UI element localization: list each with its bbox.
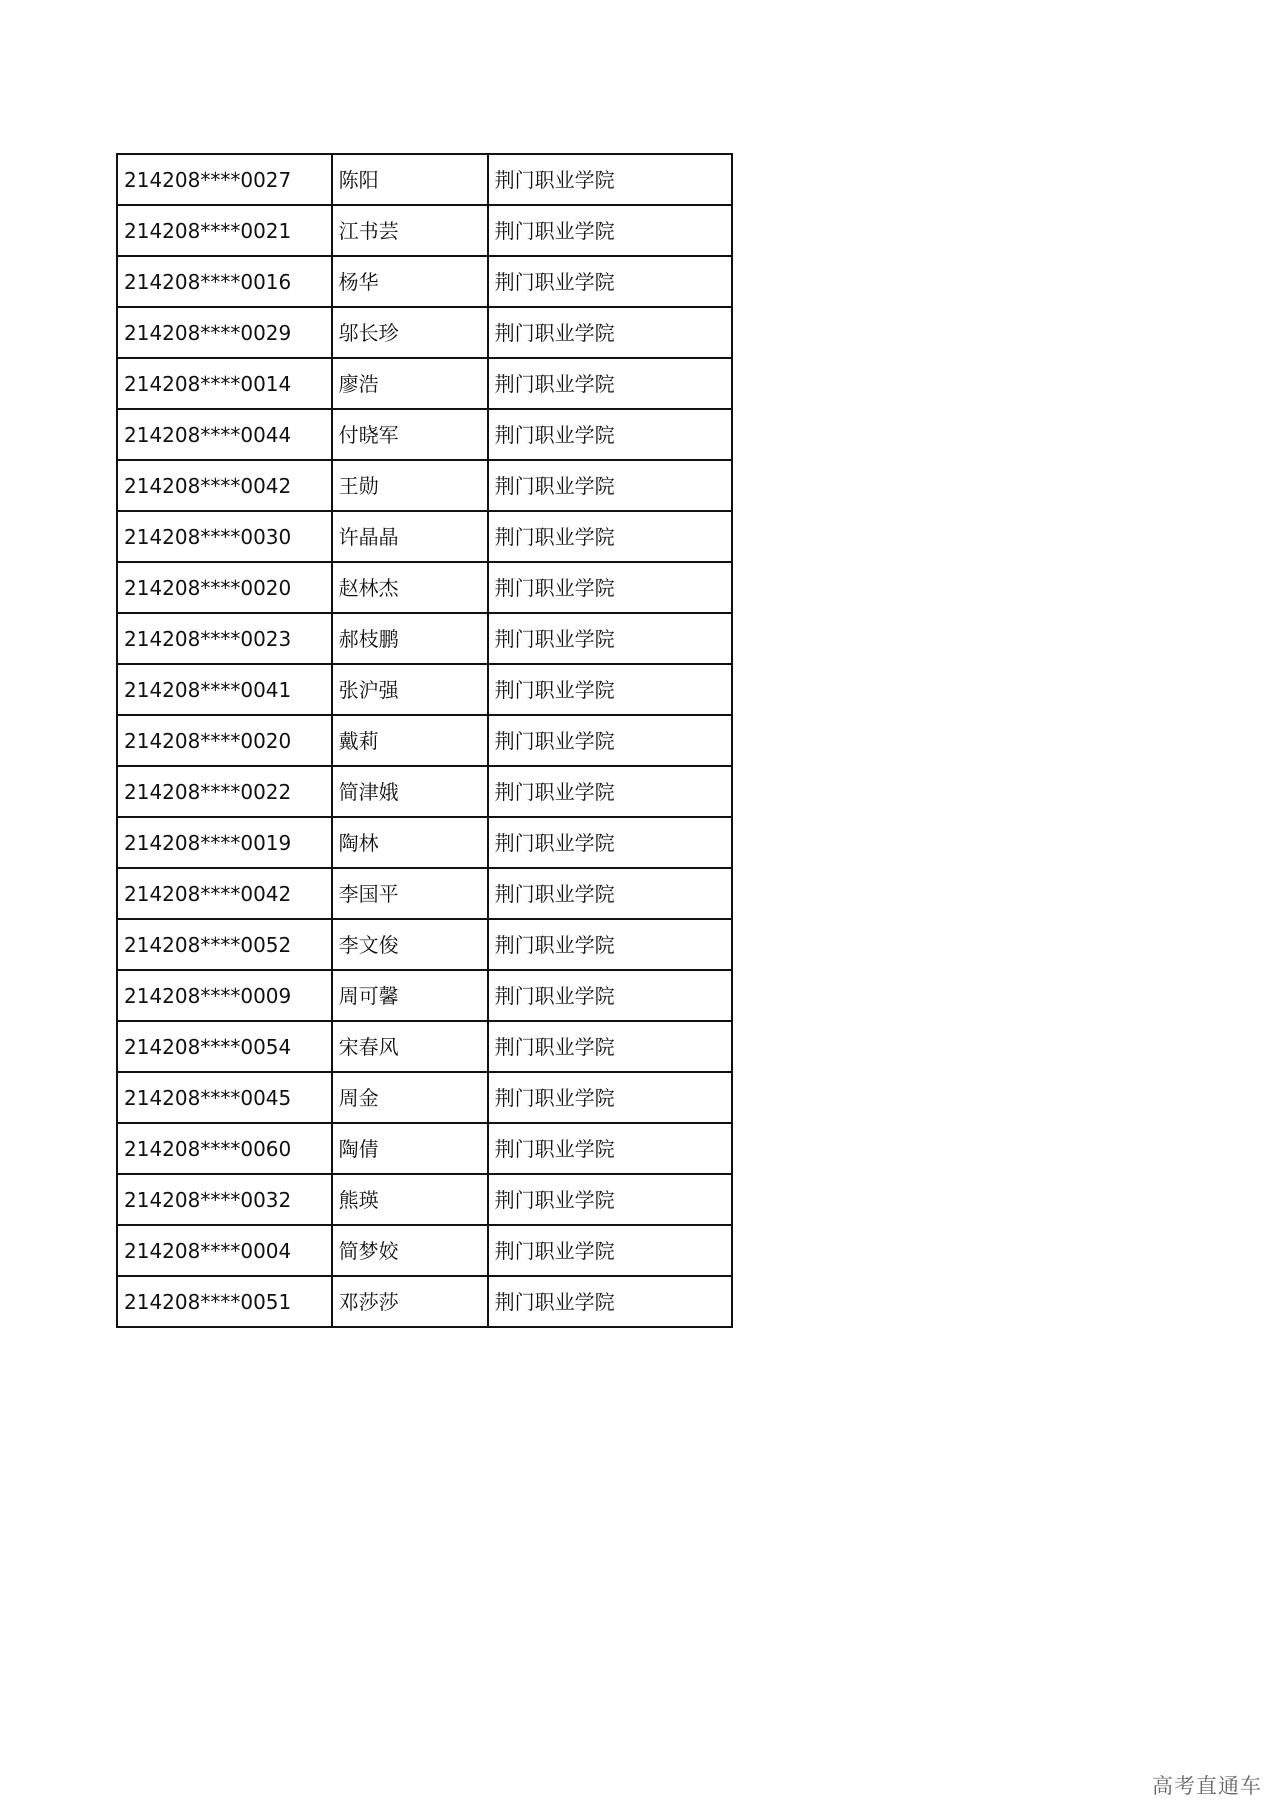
table-row — [117, 715, 732, 766]
id-cell: 214208****0029 — [117, 307, 332, 358]
id-cell: 214208****0019 — [117, 817, 332, 868]
school-cell: 荆门职业学院 — [488, 205, 732, 256]
school-cell: 荆门职业学院 — [488, 1276, 732, 1327]
name-cell: 廖浩 — [332, 358, 488, 409]
school-cell: 荆门职业学院 — [488, 256, 732, 307]
school-cell: 荆门职业学院 — [488, 715, 732, 766]
school-cell: 荆门职业学院 — [488, 1021, 732, 1072]
school-cell: 荆门职业学院 — [488, 307, 732, 358]
name-cell: 周可馨 — [332, 970, 488, 1021]
id-cell: 214208****0032 — [117, 1174, 332, 1225]
watermark-text: 高考直通车 — [1152, 1774, 1262, 1798]
table-row — [117, 766, 732, 817]
school-cell: 荆门职业学院 — [488, 919, 732, 970]
school-cell: 荆门职业学院 — [488, 613, 732, 664]
name-cell: 熊瑛 — [332, 1174, 488, 1225]
table-row — [117, 562, 732, 613]
name-cell: 邓莎莎 — [332, 1276, 488, 1327]
table-row — [117, 358, 732, 409]
table-row — [117, 919, 732, 970]
table-row — [117, 1123, 732, 1174]
name-cell: 李国平 — [332, 868, 488, 919]
school-cell: 荆门职业学院 — [488, 1174, 732, 1225]
school-cell: 荆门职业学院 — [488, 154, 732, 205]
id-cell: 214208****0041 — [117, 664, 332, 715]
id-cell: 214208****0027 — [117, 154, 332, 205]
school-cell: 荆门职业学院 — [488, 460, 732, 511]
school-cell: 荆门职业学院 — [488, 358, 732, 409]
id-cell: 214208****0020 — [117, 562, 332, 613]
id-cell: 214208****0060 — [117, 1123, 332, 1174]
school-cell: 荆门职业学院 — [488, 868, 732, 919]
table-row — [117, 1072, 732, 1123]
name-cell: 李文俊 — [332, 919, 488, 970]
table-row — [117, 1276, 732, 1327]
id-cell: 214208****0052 — [117, 919, 332, 970]
name-cell: 简津娥 — [332, 766, 488, 817]
school-cell: 荆门职业学院 — [488, 1225, 732, 1276]
school-cell: 荆门职业学院 — [488, 562, 732, 613]
table-row — [117, 1021, 732, 1072]
table-row — [117, 1174, 732, 1225]
school-cell: 荆门职业学院 — [488, 664, 732, 715]
table-row — [117, 613, 732, 664]
name-cell: 陶林 — [332, 817, 488, 868]
id-cell: 214208****0044 — [117, 409, 332, 460]
id-cell: 214208****0020 — [117, 715, 332, 766]
name-cell: 杨华 — [332, 256, 488, 307]
id-cell: 214208****0042 — [117, 460, 332, 511]
name-cell: 王勋 — [332, 460, 488, 511]
name-cell: 周金 — [332, 1072, 488, 1123]
table-row — [117, 205, 732, 256]
table-row — [117, 307, 732, 358]
id-cell: 214208****0004 — [117, 1225, 332, 1276]
id-cell: 214208****0016 — [117, 256, 332, 307]
id-cell: 214208****0021 — [117, 205, 332, 256]
id-cell: 214208****0022 — [117, 766, 332, 817]
id-cell: 214208****0042 — [117, 868, 332, 919]
school-cell: 荆门职业学院 — [488, 970, 732, 1021]
school-cell: 荆门职业学院 — [488, 511, 732, 562]
id-cell: 214208****0023 — [117, 613, 332, 664]
school-cell: 荆门职业学院 — [488, 817, 732, 868]
name-cell: 戴莉 — [332, 715, 488, 766]
id-cell: 214208****0051 — [117, 1276, 332, 1327]
school-cell: 荆门职业学院 — [488, 1123, 732, 1174]
name-cell: 郝枝鹏 — [332, 613, 488, 664]
table-row — [117, 868, 732, 919]
name-cell: 简梦姣 — [332, 1225, 488, 1276]
table-row — [117, 409, 732, 460]
name-cell: 陶倩 — [332, 1123, 488, 1174]
name-cell: 赵林杰 — [332, 562, 488, 613]
school-cell: 荆门职业学院 — [488, 1072, 732, 1123]
name-cell: 陈阳 — [332, 154, 488, 205]
id-cell: 214208****0054 — [117, 1021, 332, 1072]
name-cell: 张沪强 — [332, 664, 488, 715]
table-row — [117, 664, 732, 715]
table-row — [117, 970, 732, 1021]
table-row — [117, 256, 732, 307]
table-row — [117, 154, 732, 205]
school-cell: 荆门职业学院 — [488, 766, 732, 817]
id-cell: 214208****0009 — [117, 970, 332, 1021]
table-row — [117, 817, 732, 868]
name-cell: 江书芸 — [332, 205, 488, 256]
id-cell: 214208****0014 — [117, 358, 332, 409]
id-cell: 214208****0045 — [117, 1072, 332, 1123]
roster-body — [117, 154, 732, 1327]
table-row — [117, 460, 732, 511]
name-cell: 付晓军 — [332, 409, 488, 460]
table-row — [117, 511, 732, 562]
table-row — [117, 1225, 732, 1276]
name-cell: 许晶晶 — [332, 511, 488, 562]
name-cell: 邬长珍 — [332, 307, 488, 358]
roster-table — [116, 153, 733, 1328]
school-cell: 荆门职业学院 — [488, 409, 732, 460]
name-cell: 宋春风 — [332, 1021, 488, 1072]
id-cell: 214208****0030 — [117, 511, 332, 562]
